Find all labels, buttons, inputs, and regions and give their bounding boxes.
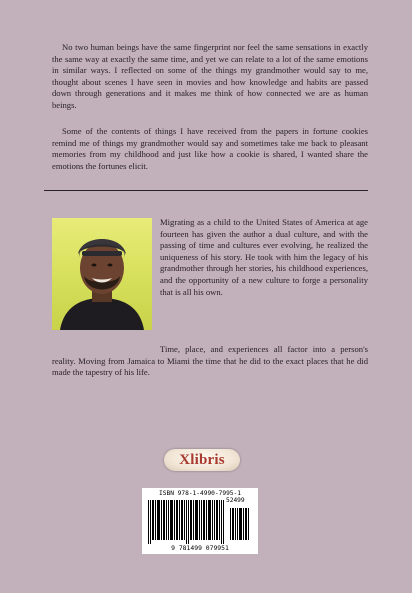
price-code: 52499: [226, 497, 245, 504]
ean-digits: 9 781499 079951: [171, 544, 229, 552]
xlibris-logo: Xlibris: [164, 449, 240, 471]
intro-paragraph-2: Some of the contents of things I have received from the papers in fortune cookies remind me of things my grandmother would say and sometimes take me back to pleasant memories from my childhood and just like how a cookie is shared, I wanted share the emotions the fortunes elicit.: [52, 126, 368, 171]
author-bio-paragraph-2: [52, 344, 368, 379]
isbn-barcode: [142, 488, 258, 554]
intro-paragraph-1: No two human beings have the same fingerprint nor feel the same sensations in exactly the same way at exactly the same time, and yet we can relate to a lot of the same emotions in similar ways. I reflected on some of the things my grandmother would say to me, thought about scenes I have seen in movies and how knowledge and habits are passed down through generations and it makes me think of how connected we are as human beings.: [52, 42, 368, 110]
barcode-bars-icon: [148, 500, 252, 544]
isbn-label: ISBN 978-1-4990-7995-1: [159, 490, 241, 497]
author-photo: [52, 218, 152, 330]
author-bio-paragraph-2-text: Time, place, and experiences all factor into a person's reality. Moving from Jamaica to Miami the time that he did to the exact places that he did made the tapestry of his life.: [52, 344, 368, 378]
author-bio-paragraph: Migrating as a child to the United States of America at age fourteen has given the author a dual culture, and with the passing of time and cultures ever evolving, he realized the uniqueness of his story. He took with him the legacy of his grandmother through her stories, his childhood experiences, and the opportunity of a new culture to forge a personality that is all his own.: [160, 217, 368, 297]
divider-line: [44, 190, 368, 191]
